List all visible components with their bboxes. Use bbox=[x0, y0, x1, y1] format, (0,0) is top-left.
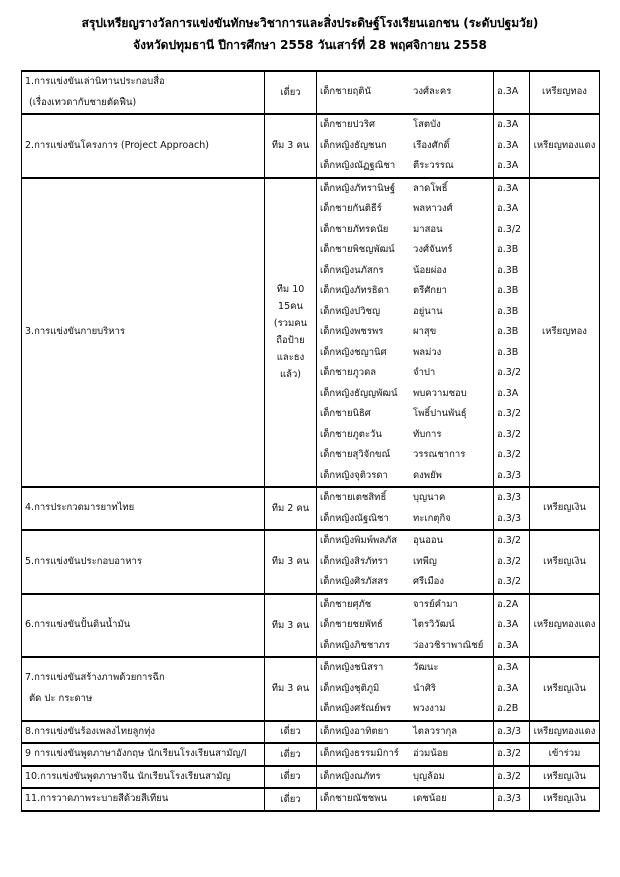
student-first-name: เด็กหญิงณัฐณิชา bbox=[320, 512, 389, 524]
award-cell: เหรียญทองแดง bbox=[530, 114, 600, 178]
student-first-name: เด็กหญิงนภัสกร bbox=[320, 264, 384, 276]
student-entry bbox=[320, 281, 490, 302]
student-first-name: เด็กชายพิชญพัฒน์ bbox=[320, 244, 395, 255]
student-last-name: บุญนาค bbox=[413, 492, 446, 503]
table-row bbox=[22, 178, 600, 488]
competition-cell bbox=[22, 594, 265, 658]
competition-cell bbox=[22, 487, 265, 530]
student-class: อ.3B bbox=[497, 346, 519, 358]
table-row bbox=[22, 71, 600, 114]
student-class: อ.3B bbox=[497, 326, 519, 337]
student-last-name: พบความชอบ bbox=[413, 387, 467, 399]
student-entry bbox=[320, 572, 490, 593]
student-names-cell bbox=[317, 178, 494, 488]
student-entry bbox=[320, 261, 490, 282]
award-cell: เหรียญเงิน bbox=[530, 788, 600, 811]
student-entry bbox=[320, 615, 490, 636]
student-entry bbox=[320, 466, 490, 487]
student-class: อ.3/2 bbox=[497, 770, 522, 782]
student-last-name: ทะเกตุกิจ bbox=[413, 512, 451, 524]
competition-name: 6.การแข่งขันปั้นดินน้ำมัน bbox=[25, 619, 131, 630]
student-first-name: เด็กชายนิธิศ bbox=[320, 408, 371, 419]
student-last-name: เทพีญ bbox=[413, 555, 437, 567]
student-names-cell bbox=[317, 657, 494, 721]
class-cell bbox=[494, 530, 530, 594]
student-entry bbox=[320, 220, 490, 241]
student-class: อ.3A bbox=[497, 619, 519, 630]
student-class: อ.3A bbox=[497, 119, 519, 130]
student-entry bbox=[320, 302, 490, 323]
class-cell bbox=[494, 114, 530, 178]
student-last-name: ผาสุข bbox=[413, 326, 437, 337]
student-entry bbox=[320, 404, 490, 425]
student-class: อ.3/2 bbox=[497, 367, 522, 378]
student-last-name: อุนออน bbox=[413, 535, 444, 546]
team-type-cell: ทีม 2 คน bbox=[265, 487, 317, 530]
student-last-name: เดชน้อย bbox=[413, 793, 447, 804]
competition-cell bbox=[22, 530, 265, 594]
student-names-cell bbox=[317, 71, 494, 114]
student-names-cell bbox=[317, 530, 494, 594]
student-class: อ.2A bbox=[497, 598, 519, 610]
class-cell bbox=[494, 657, 530, 721]
student-entry bbox=[320, 679, 490, 700]
student-first-name: เด็กชายเตชสิทธิ์ bbox=[320, 492, 387, 503]
table-row bbox=[22, 530, 600, 594]
student-entry bbox=[320, 658, 490, 679]
class-cell bbox=[494, 766, 530, 789]
student-last-name: เรืองศักดิ์ bbox=[413, 139, 450, 151]
student-entry bbox=[320, 384, 490, 405]
competition-cell bbox=[22, 743, 265, 766]
student-last-name: ตีระวรรณ bbox=[413, 160, 454, 171]
class-cell bbox=[494, 721, 530, 744]
student-names-cell bbox=[317, 114, 494, 178]
student-class: อ.3B bbox=[497, 305, 519, 317]
student-first-name: เด็กหญิงศิรภัสสร bbox=[320, 576, 389, 587]
student-last-name: นำศิริ bbox=[413, 682, 436, 694]
student-class: อ.3A bbox=[497, 682, 519, 694]
competition-name: 4.การประกวดมารยาทไทย bbox=[25, 502, 135, 514]
team-type-cell: ทีม 3 คน bbox=[265, 594, 317, 658]
competition-cell bbox=[22, 766, 265, 789]
student-names-cell bbox=[317, 487, 494, 530]
student-class: อ.3B bbox=[497, 244, 519, 255]
student-first-name: เด็กหญิงอาทิตยา bbox=[320, 725, 389, 737]
student-entry bbox=[320, 636, 490, 657]
student-last-name: พลหาวงศ์ bbox=[413, 203, 453, 214]
competition-cell bbox=[22, 114, 265, 178]
student-entry bbox=[320, 136, 490, 157]
student-last-name: ไตรวิวัฒน์ bbox=[413, 619, 455, 630]
student-first-name: เด็กหญิงณัฏฐณิชา bbox=[320, 160, 396, 171]
student-entry bbox=[320, 363, 490, 384]
student-entry bbox=[320, 744, 490, 765]
team-type-cell: ทีม 3 คน bbox=[265, 530, 317, 594]
competition-name: 10.การแข่งขันพูดภาษาจีน นักเรียนโรงเรียนสามัญ bbox=[25, 770, 231, 782]
student-entry bbox=[320, 595, 490, 616]
student-last-name: จำปา bbox=[413, 367, 436, 378]
student-first-name: เด็กหญิงปวิชญ bbox=[320, 305, 381, 317]
student-entry bbox=[320, 156, 490, 177]
student-entry bbox=[320, 343, 490, 364]
team-type-cell: ทีม 10 15คน (รวมคนถือป้ายและธงแล้ว) bbox=[265, 178, 317, 488]
student-class: อ.3A bbox=[497, 182, 519, 194]
table-row bbox=[22, 594, 600, 658]
team-type-cell: เดี่ยว bbox=[265, 743, 317, 766]
student-class: อ.3/2 bbox=[497, 223, 522, 235]
competition-cell bbox=[22, 178, 265, 488]
student-last-name: โพธิ์ปานพันธุ์ bbox=[413, 408, 467, 419]
competition-cell bbox=[22, 657, 265, 721]
student-class: อ.3/2 bbox=[497, 576, 522, 587]
student-first-name: เด็กหญิงชญานิศ bbox=[320, 346, 387, 358]
competition-name: 3.การแข่งขันกายบริหาร bbox=[25, 326, 125, 337]
student-class: อ.3/2 bbox=[497, 428, 522, 440]
student-names-cell bbox=[317, 788, 494, 811]
competition-cell bbox=[22, 721, 265, 744]
student-first-name: เด็กชายภูวดล bbox=[320, 367, 377, 378]
student-class: อ.3/3 bbox=[497, 725, 522, 737]
student-names-cell bbox=[317, 766, 494, 789]
class-cell bbox=[494, 71, 530, 114]
student-class: อ.3B bbox=[497, 264, 519, 276]
student-last-name: วรรณชาการ bbox=[413, 449, 466, 460]
student-entry bbox=[320, 179, 490, 200]
award-cell: เหรียญเงิน bbox=[530, 766, 600, 789]
student-entry bbox=[320, 767, 490, 788]
award-cell: เหรียญทอง bbox=[530, 71, 600, 114]
student-entry bbox=[320, 789, 490, 810]
student-first-name: เด็กชายชยพัทธ์ bbox=[320, 619, 383, 630]
student-class: อ.3B bbox=[497, 285, 519, 296]
student-first-name: เด็กหญิงจุติวรดา bbox=[320, 469, 388, 481]
student-class: อ.3A bbox=[497, 139, 519, 151]
award-cell: เหรียญเงิน bbox=[530, 530, 600, 594]
student-class: อ.3/3 bbox=[497, 512, 522, 524]
student-first-name: เด็กหญิงศรัณย์พร bbox=[320, 703, 392, 714]
student-entry bbox=[320, 531, 490, 552]
student-first-name: เด็กหญิงภัทรานิษฐ์ bbox=[320, 182, 396, 194]
student-last-name: ศรีเมือง bbox=[413, 576, 444, 587]
student-entry bbox=[320, 445, 490, 466]
student-first-name: เด็กชายปวริศ bbox=[320, 119, 376, 130]
student-class: อ.3/3 bbox=[497, 793, 522, 804]
competition-name: (เรื่องเทวดากับชายตัดฟืน) bbox=[29, 96, 137, 108]
table-row bbox=[22, 657, 600, 721]
student-last-name: วงศ์ละคร bbox=[413, 86, 452, 98]
student-first-name: เด็กชายศุภัช bbox=[320, 598, 372, 610]
award-cell: เหรียญทองแดง bbox=[530, 594, 600, 658]
student-entry bbox=[320, 509, 490, 530]
student-last-name: พวงงาม bbox=[413, 703, 446, 714]
award-cell: เหรียญเงิน bbox=[530, 487, 600, 530]
student-entry bbox=[320, 115, 490, 136]
student-last-name: วัฒนะ bbox=[413, 662, 439, 673]
class-cell bbox=[494, 487, 530, 530]
competition-name: 9 การแข่งขันพูดภาษาอังกฤษ นักเรียนโรงเรียนสามัญ/I bbox=[25, 748, 247, 759]
class-cell bbox=[494, 594, 530, 658]
student-class: อ.3A bbox=[497, 86, 519, 98]
table-row bbox=[22, 788, 600, 811]
student-entry bbox=[320, 82, 490, 103]
student-last-name: ตรีศักยา bbox=[413, 285, 447, 296]
table-row bbox=[22, 766, 600, 789]
student-last-name: บุญล้อม bbox=[413, 770, 445, 782]
team-type-cell: เดี่ยว bbox=[265, 721, 317, 744]
student-last-name: น้อยผ่อง bbox=[413, 264, 447, 276]
student-entry bbox=[320, 722, 490, 743]
student-entry bbox=[320, 552, 490, 573]
results-table bbox=[21, 70, 600, 812]
student-class: อ.3/2 bbox=[497, 449, 522, 460]
competition-name: ตัด ปะ กระดาษ bbox=[29, 692, 93, 704]
student-names-cell bbox=[317, 594, 494, 658]
student-first-name: เด็กหญิงภัทรธิดา bbox=[320, 285, 390, 296]
student-class: อ.3/3 bbox=[497, 492, 522, 503]
student-last-name: ทับการ bbox=[413, 428, 442, 440]
award-cell: เข้าร่วม bbox=[530, 743, 600, 766]
award-cell: เหรียญเงิน bbox=[530, 657, 600, 721]
student-entry bbox=[320, 425, 490, 446]
student-class: อ.3/2 bbox=[497, 408, 522, 419]
student-class: อ.3/3 bbox=[497, 469, 522, 481]
student-names-cell bbox=[317, 721, 494, 744]
student-last-name: อยู่นาน bbox=[413, 305, 443, 317]
competition-cell bbox=[22, 71, 265, 114]
student-class: อ.3A bbox=[497, 203, 519, 214]
student-last-name: ว่องวชิราพาณิชย์ bbox=[413, 639, 484, 651]
competition-name: 1.การแข่งขันเล่านิทานประกอบสื่อ bbox=[25, 76, 165, 87]
student-entry bbox=[320, 240, 490, 261]
class-cell bbox=[494, 178, 530, 488]
competition-name: 8.การแข่งขันร้องเพลงไทยลูกทุ่ง bbox=[25, 725, 155, 737]
student-last-name: โสตบัง bbox=[413, 119, 441, 130]
student-first-name: เด็กหญิงณภัทร bbox=[320, 770, 381, 782]
student-class: อ.3/2 bbox=[497, 748, 522, 759]
student-first-name: เด็กชายฤตินั bbox=[320, 86, 371, 98]
class-cell bbox=[494, 788, 530, 811]
award-cell: เหรียญทอง bbox=[530, 178, 600, 488]
student-class: อ.3/2 bbox=[497, 535, 522, 546]
student-class: อ.3A bbox=[497, 662, 519, 673]
student-first-name: เด็กหญิงธัญญพัฒน์ bbox=[320, 387, 398, 399]
table-row bbox=[22, 114, 600, 178]
student-first-name: เด็กชายภัทรดนัย bbox=[320, 223, 389, 235]
student-entry bbox=[320, 488, 490, 509]
student-class: อ.3A bbox=[497, 639, 519, 651]
student-first-name: เด็กชายณัชชพน bbox=[320, 793, 387, 804]
student-last-name: มาสอน bbox=[413, 223, 443, 235]
student-first-name: เด็กหญิงภิชชาภร bbox=[320, 639, 391, 651]
student-first-name: เด็กหญิงชุติภูมิ bbox=[320, 682, 380, 694]
competition-name: 7.การแข่งขันสร้างภาพด้วยการฉีก bbox=[25, 672, 165, 684]
table-row bbox=[22, 487, 600, 530]
student-last-name: อ่วมน้อย bbox=[413, 748, 449, 759]
student-class: อ.3A bbox=[497, 160, 519, 171]
competition-name: 2.การแข่งขันโครงการ (Project Approach) bbox=[25, 139, 209, 151]
competition-name: 5.การแข่งขันประกอบอาหาร bbox=[25, 555, 142, 567]
student-first-name: เด็กหญิงชนิสรา bbox=[320, 662, 384, 673]
student-class: อ.3A bbox=[497, 387, 519, 399]
competition-name: 11.การวาดภาพระบายสีด้วยสีเทียน bbox=[25, 793, 169, 804]
student-last-name: ไตลวรากุล bbox=[413, 725, 458, 737]
student-first-name: เด็กหญิงพิมพ์พลภัส bbox=[320, 535, 398, 546]
student-first-name: เด็กชายกันติธีร์ bbox=[320, 203, 382, 214]
student-last-name: ดงพยัพ bbox=[413, 469, 442, 481]
student-entry bbox=[320, 322, 490, 343]
student-entry bbox=[320, 699, 490, 720]
table-row bbox=[22, 721, 600, 744]
team-type-cell: เดี่ยว bbox=[265, 788, 317, 811]
award-cell: เหรียญทองแดง bbox=[530, 721, 600, 744]
student-first-name: เด็กหญิงสิรภัทรา bbox=[320, 555, 389, 567]
team-type-cell: ทีม 3 คน bbox=[265, 657, 317, 721]
student-last-name: จารย์คำมา bbox=[413, 598, 458, 610]
student-names-cell bbox=[317, 743, 494, 766]
student-last-name: วงศ์จันทร์ bbox=[413, 244, 453, 255]
student-entry bbox=[320, 199, 490, 220]
competition-cell bbox=[22, 788, 265, 811]
student-first-name: เด็กหญิงธัญชนก bbox=[320, 139, 387, 151]
student-class: อ.2B bbox=[497, 703, 519, 714]
student-first-name: เด็กชายสุวิจักขณ์ bbox=[320, 449, 391, 460]
team-type-cell: ทีม 3 คน bbox=[265, 114, 317, 178]
document-subtitle: จังหวัดปทุมธานี ปีการศึกษา 2558 วันเสาร์ที่ 28 พฤศจิกายน 2558 bbox=[133, 38, 487, 52]
team-type-cell: เดี่ยว bbox=[265, 71, 317, 114]
student-class: อ.3/2 bbox=[497, 555, 522, 567]
class-cell bbox=[494, 743, 530, 766]
student-last-name: ลาดโพธิ์ bbox=[413, 182, 448, 194]
student-first-name: เด็กหญิงธรรมมิการ์ bbox=[320, 748, 399, 759]
document-title: สรุปเหรียญรางวัลการแข่งขันทักษะวิชาการและสิ่งประดิษฐ์โรงเรียนเอกชน (ระดับปฐมวัย) bbox=[81, 16, 539, 30]
student-last-name: พลม่วง bbox=[413, 346, 442, 358]
student-first-name: เด็กชายภูตะวัน bbox=[320, 428, 382, 440]
student-first-name: เด็กหญิงพชรพร bbox=[320, 326, 384, 337]
table-row bbox=[22, 743, 600, 766]
team-type-cell: เดี่ยว bbox=[265, 766, 317, 789]
